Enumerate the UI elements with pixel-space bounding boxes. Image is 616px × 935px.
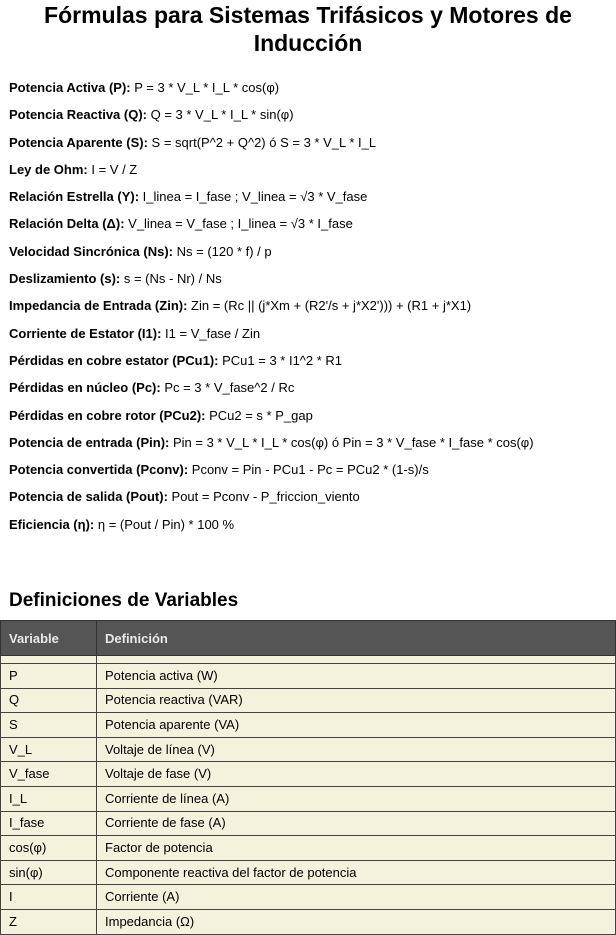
formula-label: Pérdidas en cobre rotor (PCu2): xyxy=(9,407,206,423)
formula-list xyxy=(9,79,608,543)
formula-label: Eficiencia (η): xyxy=(9,516,95,532)
variable-cell: I_fase xyxy=(1,811,97,836)
variable-cell: V_fase xyxy=(1,762,97,787)
variable-cell: V_L xyxy=(1,737,97,762)
definition-cell: Potencia activa (W) xyxy=(97,664,616,689)
table-spacer-row xyxy=(1,656,616,664)
formula-expression: Ns = (120 * f) / p xyxy=(173,243,272,259)
definitions-table xyxy=(0,620,616,935)
formula-item xyxy=(9,516,608,543)
formula-expression: I_linea = I_fase ; V_linea = √3 * V_fase xyxy=(139,189,368,205)
variable-cell: P xyxy=(1,664,97,689)
formula-label: Pérdidas en cobre estator (PCu1): xyxy=(9,352,219,368)
formula-item xyxy=(9,188,608,215)
formula-expression: P = 3 * V_L * I_L * cos(φ) xyxy=(130,80,280,95)
page-title: Fórmulas para Sistemas Trifásicos y Motores de Inducción xyxy=(44,2,572,56)
formula-expression: PCu2 = s * P_gap xyxy=(205,407,313,423)
formula-item xyxy=(9,325,608,352)
formula-item xyxy=(9,161,608,188)
table-row xyxy=(1,811,616,836)
definition-cell: Corriente de fase (A) xyxy=(97,811,616,836)
formula-expression: I = V / Z xyxy=(87,161,138,177)
header-definition: Definición xyxy=(97,621,616,656)
formula-label: Potencia de salida (Pout): xyxy=(9,489,168,505)
formula-item xyxy=(9,352,608,379)
formula-label: Corriente de Estator (I1): xyxy=(9,325,162,341)
formula-expression: Pin = 3 * V_L * I_L * cos(φ) ó Pin = 3 * V_fase * I_fase * cos(φ) xyxy=(169,434,534,450)
formula-expression: Zin = (Rc || (j*Xm + (R2'/s + j*X2'))) + (R1 + j*X1) xyxy=(187,298,472,314)
formula-label: Velocidad Sincrónica (Ns): xyxy=(9,243,173,259)
table-header-row xyxy=(1,621,616,656)
variable-cell: S xyxy=(1,713,97,738)
formula-expression: Pconv = Pin - PCu1 - Pc = PCu2 * (1-s)/s xyxy=(188,462,429,478)
formula-item xyxy=(9,270,608,297)
formula-item xyxy=(9,488,608,515)
variable-cell: cos(φ) xyxy=(1,836,97,861)
formula-item xyxy=(9,134,608,161)
formula-expression: s = (Ns - Nr) / Ns xyxy=(120,271,222,287)
formula-label: Pérdidas en núcleo (Pc): xyxy=(9,380,161,396)
formula-label: Potencia Activa (P): xyxy=(9,80,131,95)
table-row xyxy=(1,713,616,738)
formula-label: Relación Estrella (Y): xyxy=(9,189,140,205)
definition-cell: Corriente (A) xyxy=(97,885,616,910)
formula-item xyxy=(9,106,608,133)
table-row xyxy=(1,762,616,787)
table-row xyxy=(1,909,616,934)
definition-cell: Factor de potencia xyxy=(97,836,616,861)
formula-expression: η = (Pout / Pin) * 100 % xyxy=(94,516,235,532)
formula-item xyxy=(9,434,608,461)
table-row xyxy=(1,860,616,885)
formula-item xyxy=(9,461,608,488)
formula-expression: Pout = Pconv - P_friccion_viento xyxy=(167,489,360,505)
formula-expression: Pc = 3 * V_fase^2 / Rc xyxy=(160,380,295,396)
formula-item xyxy=(9,79,608,106)
formula-label: Potencia convertida (Pconv): xyxy=(9,462,189,478)
formula-label: Ley de Ohm: xyxy=(9,161,88,177)
table-row xyxy=(1,664,616,689)
formula-expression: I1 = V_fase / Zin xyxy=(161,325,261,341)
variable-cell: sin(φ) xyxy=(1,860,97,885)
formula-item xyxy=(9,407,608,434)
table-row xyxy=(1,786,616,811)
formula-label: Potencia de entrada (Pin): xyxy=(9,434,170,450)
formula-item xyxy=(9,297,608,324)
formula-expression: Q = 3 * V_L * I_L * sin(φ) xyxy=(147,107,294,123)
definition-cell: Componente reactiva del factor de potencia xyxy=(97,860,616,885)
formula-label: Deslizamiento (s): xyxy=(9,271,121,287)
definition-cell: Impedancia (Ω) xyxy=(97,909,616,934)
formula-expression: PCu1 = 3 * I1^2 * R1 xyxy=(218,352,343,368)
formula-expression: V_linea = V_fase ; I_linea = √3 * I_fase xyxy=(124,216,353,232)
variable-cell: Z xyxy=(1,909,97,934)
table-row xyxy=(1,688,616,713)
variable-cell: I_L xyxy=(1,786,97,811)
variable-cell: Q xyxy=(1,688,97,713)
formula-label: Relación Delta (Δ): xyxy=(9,216,125,232)
header-variable: Variable xyxy=(1,621,97,656)
formula-item xyxy=(9,215,608,242)
definition-cell: Potencia aparente (VA) xyxy=(97,713,616,738)
table-row xyxy=(1,836,616,861)
definitions-title: Definiciones de Variables xyxy=(9,590,239,611)
definition-cell: Corriente de línea (A) xyxy=(97,786,616,811)
definition-cell: Potencia reactiva (VAR) xyxy=(97,688,616,713)
table-row xyxy=(1,885,616,910)
formula-item xyxy=(9,243,608,270)
formula-item xyxy=(9,379,608,406)
definition-cell: Voltaje de fase (V) xyxy=(97,762,616,787)
table-row xyxy=(1,737,616,762)
formula-expression: S = sqrt(P^2 + Q^2) ó S = 3 * V_L * I_L xyxy=(147,134,377,150)
formula-label: Potencia Reactiva (Q): xyxy=(9,107,147,123)
formula-label: Potencia Aparente (S): xyxy=(9,134,148,150)
definition-cell: Voltaje de línea (V) xyxy=(97,737,616,762)
formula-label: Impedancia de Entrada (Zin): xyxy=(9,298,188,314)
variable-cell: I xyxy=(1,885,97,910)
